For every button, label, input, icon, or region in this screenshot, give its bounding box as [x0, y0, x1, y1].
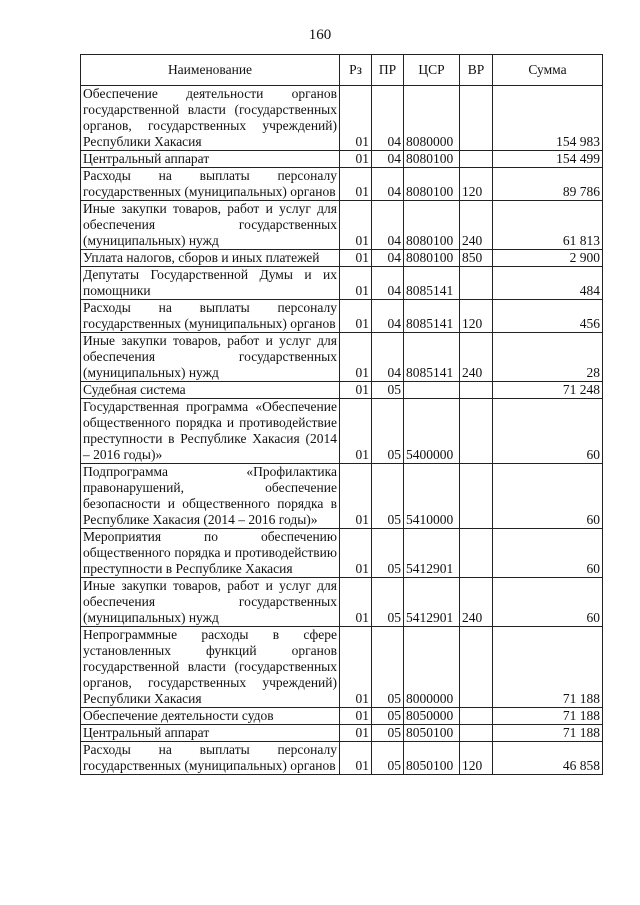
- row-rz: 01: [340, 382, 372, 399]
- row-name: Государственная программа «Обеспечение общественного порядка и противодействие преступности в Республике Хакасия (2014 – 2016 годы)»: [81, 399, 340, 464]
- row-csr: 5412901: [404, 578, 460, 627]
- row-rz: 01: [340, 151, 372, 168]
- page-number: 160: [308, 27, 332, 43]
- table-row: [81, 708, 603, 725]
- row-csr: 8085141: [404, 267, 460, 300]
- row-pr: 05: [372, 725, 404, 742]
- row-name: Уплата налогов, сборов и иных платежей: [81, 250, 340, 267]
- table-row: [81, 267, 603, 300]
- row-csr: 8050100: [404, 725, 460, 742]
- row-sum: 2 900: [493, 250, 603, 267]
- row-csr: 8080000: [404, 86, 460, 151]
- row-pr: 05: [372, 708, 404, 725]
- row-sum: 71 188: [493, 627, 603, 708]
- row-vr: [460, 725, 493, 742]
- row-name: Депутаты Государственной Думы и их помощники: [81, 267, 340, 300]
- row-name: Иные закупки товаров, работ и услуг для обеспечения государственных (муниципальных) нужд: [81, 201, 340, 250]
- row-name: Судебная система: [81, 382, 340, 399]
- row-pr: 04: [372, 151, 404, 168]
- row-name: Подпрограмма «Профилактика правонарушений, обеспечение безопасности и общественного порядка в Республике Хакасия (2014 – 2016 годы)»: [81, 464, 340, 529]
- row-pr: 05: [372, 464, 404, 529]
- row-sum: 60: [493, 578, 603, 627]
- header-name: Наименование: [81, 55, 340, 86]
- table-row: [81, 399, 603, 464]
- row-sum: 154 983: [493, 86, 603, 151]
- row-csr: 8080100: [404, 250, 460, 267]
- row-vr: [460, 151, 493, 168]
- row-pr: 05: [372, 627, 404, 708]
- row-vr: 240: [460, 333, 493, 382]
- row-pr: 04: [372, 267, 404, 300]
- row-sum: 46 858: [493, 742, 603, 775]
- row-sum: 71 188: [493, 708, 603, 725]
- row-name: Расходы на выплаты персоналу государственных (муниципальных) органов: [81, 168, 340, 201]
- row-rz: 01: [340, 742, 372, 775]
- budget-table: [80, 54, 603, 775]
- row-rz: 01: [340, 464, 372, 529]
- row-rz: 01: [340, 250, 372, 267]
- row-pr: 04: [372, 300, 404, 333]
- table-header-row: [81, 55, 603, 86]
- row-pr: 04: [372, 168, 404, 201]
- header-rz: Рз: [340, 55, 372, 86]
- table-row: [81, 627, 603, 708]
- table-row: [81, 168, 603, 201]
- row-name: Расходы на выплаты персоналу государственных (муниципальных) органов: [81, 300, 340, 333]
- row-csr: 8050000: [404, 708, 460, 725]
- row-name: Расходы на выплаты персоналу государственных (муниципальных) органов: [81, 742, 340, 775]
- row-pr: 04: [372, 201, 404, 250]
- row-rz: 01: [340, 168, 372, 201]
- row-pr: 05: [372, 578, 404, 627]
- row-sum: 60: [493, 529, 603, 578]
- row-name: Иные закупки товаров, работ и услуг для обеспечения государственных (муниципальных) нужд: [81, 578, 340, 627]
- row-csr: [404, 382, 460, 399]
- table-row: [81, 86, 603, 151]
- header-csr: ЦСР: [404, 55, 460, 86]
- header-pr: ПР: [372, 55, 404, 86]
- row-vr: [460, 708, 493, 725]
- row-vr: [460, 382, 493, 399]
- row-rz: 01: [340, 725, 372, 742]
- row-csr: 5410000: [404, 464, 460, 529]
- row-pr: 05: [372, 399, 404, 464]
- row-rz: 01: [340, 333, 372, 382]
- row-rz: 01: [340, 578, 372, 627]
- row-csr: 5400000: [404, 399, 460, 464]
- row-name: Мероприятия по обеспечению общественного порядка и противодействию преступности в Республике Хакасия: [81, 529, 340, 578]
- row-vr: [460, 86, 493, 151]
- row-sum: 456: [493, 300, 603, 333]
- row-name: Иные закупки товаров, работ и услуг для обеспечения государственных (муниципальных) нужд: [81, 333, 340, 382]
- row-sum: 154 499: [493, 151, 603, 168]
- row-sum: 28: [493, 333, 603, 382]
- row-pr: 04: [372, 250, 404, 267]
- table-row: [81, 578, 603, 627]
- row-vr: [460, 399, 493, 464]
- row-name: Обеспечение деятельности органов государственной власти (государственных органов, государственных учреждений) Республики Хакасия: [81, 86, 340, 151]
- row-csr: 8000000: [404, 627, 460, 708]
- row-vr: [460, 627, 493, 708]
- row-pr: 05: [372, 529, 404, 578]
- row-rz: 01: [340, 201, 372, 250]
- table-row: [81, 201, 603, 250]
- row-rz: 01: [340, 708, 372, 725]
- table-row: [81, 464, 603, 529]
- row-vr: 850: [460, 250, 493, 267]
- table-row: [81, 742, 603, 775]
- table-row: [81, 725, 603, 742]
- row-sum: 89 786: [493, 168, 603, 201]
- row-csr: 8050100: [404, 742, 460, 775]
- row-csr: 5412901: [404, 529, 460, 578]
- row-name: Центральный аппарат: [81, 725, 340, 742]
- row-sum: 60: [493, 399, 603, 464]
- row-pr: 04: [372, 333, 404, 382]
- row-vr: [460, 267, 493, 300]
- row-rz: 01: [340, 529, 372, 578]
- row-sum: 71 248: [493, 382, 603, 399]
- row-vr: 240: [460, 201, 493, 250]
- row-pr: 05: [372, 742, 404, 775]
- header-sum: Сумма: [493, 55, 603, 86]
- header-vr: ВР: [460, 55, 493, 86]
- row-rz: 01: [340, 300, 372, 333]
- table-row: [81, 300, 603, 333]
- row-pr: 04: [372, 86, 404, 151]
- row-csr: 8080100: [404, 151, 460, 168]
- row-rz: 01: [340, 86, 372, 151]
- row-sum: 61 813: [493, 201, 603, 250]
- row-csr: 8080100: [404, 201, 460, 250]
- table-row: [81, 333, 603, 382]
- table-row: [81, 529, 603, 578]
- row-vr: [460, 464, 493, 529]
- row-vr: 120: [460, 168, 493, 201]
- row-sum: 484: [493, 267, 603, 300]
- row-rz: 01: [340, 399, 372, 464]
- row-vr: [460, 529, 493, 578]
- row-rz: 01: [340, 627, 372, 708]
- row-csr: 8085141: [404, 333, 460, 382]
- table-row: [81, 382, 603, 399]
- row-csr: 8085141: [404, 300, 460, 333]
- row-name: Центральный аппарат: [81, 151, 340, 168]
- row-rz: 01: [340, 267, 372, 300]
- row-vr: 120: [460, 300, 493, 333]
- row-vr: 120: [460, 742, 493, 775]
- table-row: [81, 250, 603, 267]
- row-csr: 8080100: [404, 168, 460, 201]
- table-row: [81, 151, 603, 168]
- row-name: Непрограммные расходы в сфере установленных функций органов государственной власти (государственных органов, государственных учреждений) Республики Хакасия: [81, 627, 340, 708]
- row-vr: 240: [460, 578, 493, 627]
- row-sum: 60: [493, 464, 603, 529]
- row-sum: 71 188: [493, 725, 603, 742]
- row-name: Обеспечение деятельности судов: [81, 708, 340, 725]
- row-pr: 05: [372, 382, 404, 399]
